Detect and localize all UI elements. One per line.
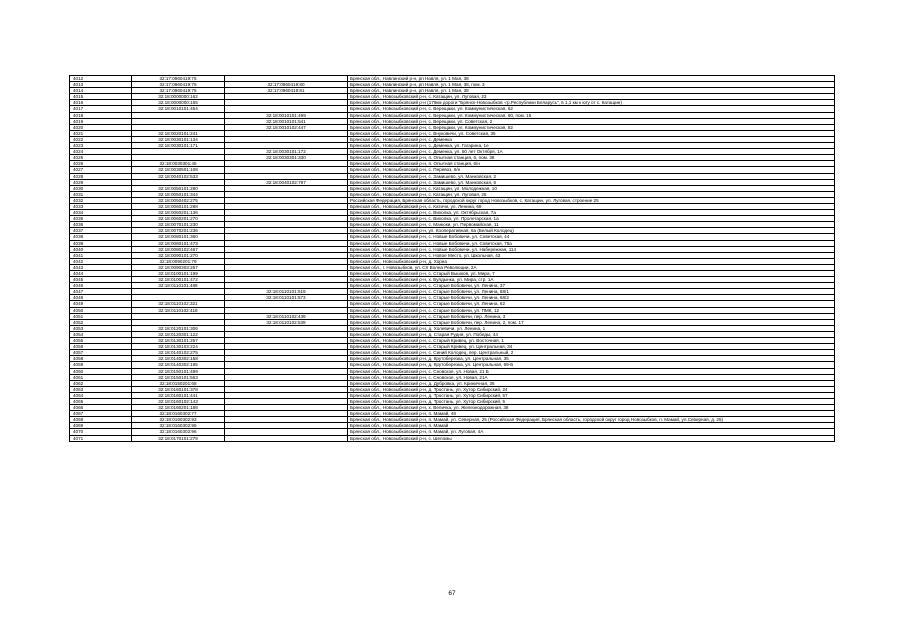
cadastral-number-cell: 32:18:0100101:199 [132,271,225,277]
row-number-cell: 4047 [70,289,132,295]
row-number-cell: 4064 [70,392,132,398]
row-number-cell: 4036 [70,222,132,228]
address-cell: Брянская обл., Новозыбковский р-н, с. Старые Бобовичи, пер. Ленина, 3 [348,313,835,319]
cadastral-number-cell: 32:18:0140302:195 [132,362,225,368]
address-cell: Брянская обл., Новозыбковский р-н, ул. Кооперативная, 6а (Белый Колодец) [348,228,835,234]
row-number-cell: 4046 [70,283,132,289]
address-cell: Брянская обл., г. Новозыбков, ул. СХ Волна Революции, 2А [348,264,835,270]
address-cell: Брянская обл., Новозыбковский р-н, с. Старый Кривец, ул. Центральная, 34 [348,344,835,350]
sub-cadastral-number-cell: 32:18:0030301:330 [225,155,348,161]
cadastral-number-cell: 32:18:0080101:473 [132,240,225,246]
row-number-cell: 4042 [70,258,132,264]
row-number-cell: 4066 [70,405,132,411]
cadastral-number-cell: 32:18:0140102:275 [132,350,225,356]
row-number-cell: 4062 [70,380,132,386]
cadastral-number-cell: 32:18:0030301:45 [132,161,225,167]
row-number-cell: 4050 [70,307,132,313]
cadastral-number-cell: 32:18:0030501:108 [132,167,225,173]
address-cell: Брянская обл., Новозыбковский р-н, п. Мамай [348,423,835,429]
address-cell: Брянская обл., Новозыбковский р-н, с. Катащин, ул. Луговая, 23 [348,94,835,100]
cadastral-number-cell: 32:18:0130101:257 [132,338,225,344]
row-number-cell: 4029 [70,179,132,185]
sub-cadastral-number-cell: 32:18:0110101:573 [225,295,348,301]
row-number-cell: 4056 [70,344,132,350]
row-number-cell: 4019 [70,118,132,124]
cadastral-number-cell: 32:18:0110101:488 [132,283,225,289]
address-cell: Брянская обл., Новозыбковский р-н, с. Сновское, ул. Новая, 21 Б [348,368,835,374]
address-cell: Брянская обл., Новозыбковский р-н, с. Новые Бобовичи, ул. Набережная, 114 [348,246,835,252]
cadastral-number-cell: 32:18:0080102:467 [132,246,225,252]
row-number-cell: 4071 [70,435,132,441]
address-cell: Брянская обл., Новозыбковский р-н, п. Мамай, ул. Северная, 25 (Российская Федерация, Брянская область, городской округ город Новозыбков, п. Мамай, ул.Северная, д. 25) [348,417,835,423]
sub-cadastral-number-cell: 32:18:0110102:439 [225,313,348,319]
address-cell: Брянская обл., Новозыбковский р-н, с. Старый Кривец, ул. Восточная, 1 [348,338,835,344]
row-number-cell: 4025 [70,155,132,161]
address-cell: Брянская обл., Навлинский р-н, рп Навля, ул. 1 Мая, 38 [348,88,835,94]
row-number-cell: 4028 [70,173,132,179]
cadastral-number-cell: 32:18:0060201:270 [132,216,225,222]
address-cell: Брянская обл., Навлинский р-н, рп Навля, ул. 1 Мая, 38 [348,76,835,82]
page-number: 67 [448,590,456,597]
address-cell: Брянская обл., Новозыбковский р-н, д. Тростань, ул. Хутор Сибирский, 57 [348,392,835,398]
row-number-cell: 4017 [70,106,132,112]
row-number-cell: 4023 [70,143,132,149]
row-number-cell: 4018 [70,112,132,118]
sub-cadastral-number-cell: 32:18:0010101:541 [225,118,348,124]
cadastral-number-cell: 32:18:0070201:236 [132,228,225,234]
row-number-cell: 4027 [70,167,132,173]
address-cell: Брянская обл., Новозыбковский р-н, с. Замишево, ул. Манковская, 6 [348,179,835,185]
cadastral-number-cell: 32:18:0050402:275 [132,197,225,203]
cadastral-number-cell: 32:18:0120301:122 [132,331,225,337]
row-number-cell: 4063 [70,386,132,392]
row-number-cell: 4051 [70,313,132,319]
cadastral-number-cell: 32:18:0110102:418 [132,307,225,313]
cadastral-number-cell: 32:18:0170101:279 [132,435,225,441]
row-number-cell: 4024 [70,149,132,155]
cadastral-number-cell: 32:18:0110102:321 [132,301,225,307]
address-cell: Брянская обл., Новозыбковский р-н, с. Новое Место, ул. Школьная, 43 [348,252,835,258]
address-cell: Брянская обл., Новозыбковский р-н, с. Новые Бобовичи, ул. Советская, 75а [348,240,835,246]
row-number-cell: 4013 [70,82,132,88]
cadastral-number-cell: 32:18:0030101:171 [132,143,225,149]
cadastral-number-cell: 32:17:0960419:75 [132,88,225,94]
row-number-cell: 4068 [70,417,132,423]
cadastral-number-cell: 32:18:0160201:188 [132,405,225,411]
cadastral-number-cell: 32:18:0090101:270 [132,252,225,258]
cadastral-number-cell: 32:18:0090201:79 [132,258,225,264]
cadastral-number-cell: 32:18:0070101:230 [132,222,225,228]
address-cell: Брянская обл., Новозыбковский р-н, с. Вихолка, ул. Пролетарская, 1а [348,216,835,222]
row-number-cell: 4054 [70,331,132,337]
address-cell: Брянская обл., Новозыбковский р-н, с. Деменка [348,136,835,142]
table-row [70,435,835,441]
property-table [69,75,835,442]
cadastral-number-cell: 32:18:0090303:267 [132,264,225,270]
address-cell: Брянская обл., Новозыбковский р-н, д. Дубровка, ул. Криничная, 36 [348,380,835,386]
row-number-cell: 4052 [70,319,132,325]
row-number-cell: 4037 [70,228,132,234]
row-number-cell: 4032 [70,197,132,203]
cadastral-number-cell: 32:18:0140302:158 [132,356,225,362]
address-cell: Брянская обл., Новозыбковский р-н, с. Перевоз, 6/н [348,167,835,173]
sub-cadastral-number-cell: 32:17:0960419:81 [225,88,348,94]
row-number-cell: 4039 [70,240,132,246]
row-number-cell: 4043 [70,264,132,270]
row-number-cell: 4067 [70,411,132,417]
address-cell: Брянская обл., Новозыбковский р-н, х. Булдынка, ул. Мира, стр. 1А [348,277,835,283]
row-number-cell: 4012 [70,76,132,82]
row-number-cell: 4033 [70,203,132,209]
cadastral-number-cell: 32:18:0160102:143 [132,398,225,404]
sub-cadastral-number-cell: 32:18:0040102:797 [225,179,348,185]
row-number-cell: 4031 [70,191,132,197]
address-cell: Брянская обл., Новозыбковский р-н, с. Деменка, ул. 50 лет Октября, 1А [348,149,835,155]
row-number-cell: 4055 [70,338,132,344]
row-number-cell: 4058 [70,356,132,362]
address-cell: Брянская обл., Новозыбковский р-н, п. Опытная станция, 6/н [348,161,835,167]
address-cell: Российская Федерация, Брянская область, городской округ город Новозыбков, с. Катащин, ул. Луговая, строение 25 [348,197,835,203]
row-number-cell: 4030 [70,185,132,191]
address-cell: Брянская обл., Новозыбковский р-н, с. Старые Бобовичи, ул. Ленина, 68/2 [348,295,835,301]
sub-cadastral-number-cell: 32:18:0030101:172 [225,149,348,155]
address-cell: Брянская обл., Новозыбковский р-н, с. Старый Вышков, ул. Мира, 7 [348,271,835,277]
row-number-cell: 4015 [70,94,132,100]
row-number-cell: 4020 [70,124,132,130]
address-cell: Брянская обл., Новозыбковский р-н, с. Внуковичи, ул. Советская, 35 [348,130,835,136]
row-number-cell: 4026 [70,161,132,167]
sub-cadastral-number-cell: 32:18:0010102:447 [225,124,348,130]
cadastral-number-cell: 32:18:0150101:563 [132,374,225,380]
address-cell: Брянская обл., Навлинский р-н, рп Навля, ул. 1 Мая, 38, пом. 3 [348,82,835,88]
address-cell: Брянская обл., Новозыбковский р-н, д. Тростань, ул. Хутор Сибирский, 24 [348,386,835,392]
address-cell: Брянская обл., Новозыбковский р-н, п. Мамай, 48 [348,411,835,417]
cadastral-number-cell: 32:18:0080101:360 [132,234,225,240]
row-number-cell: 4061 [70,374,132,380]
address-cell: Брянская обл., Новозыбковский р-н, с. Новые Бобовичи, ул. Советская, 44 [348,234,835,240]
cadastral-number-cell: 32:18:0100101:472 [132,277,225,283]
cadastral-number-cell: 32:18:0130103:224 [132,344,225,350]
address-cell: Брянская обл., Новозыбковский р-н, с. Катичи, ул. Ленина, 69 [348,203,835,209]
row-number-cell: 4053 [70,325,132,331]
row-number-cell: 4059 [70,362,132,368]
row-number-cell: 4049 [70,301,132,307]
address-cell: Брянская обл., Новозыбковский р-н, д. Крутоберезка, ул. Центральная, 69-Б [348,362,835,368]
cadastral-number-cell: 32:18:0160302:95 [132,423,225,429]
sub-cadastral-number-cell [225,435,348,441]
sub-cadastral-number-cell: 32:17:0960419:80 [225,82,348,88]
address-cell: Брянская обл., Новозыбковский р-н, п. Опытная станция, 6, пом. 38 [348,155,835,161]
row-number-cell: 4065 [70,398,132,404]
cadastral-number-cell: 32:18:0020101:241 [132,130,225,136]
cadastral-number-cell: 32:18:0000000:162 [132,94,225,100]
address-cell: Брянская обл., Новозыбковский р-н, д. Тростань, ул. Хутор Сибирский, 5 [348,398,835,404]
cadastral-number-cell: 32:18:0150201:68 [132,380,225,386]
address-cell: Брянская обл., Новозыбковский р-н, х. Величка, ул. Железнодорожная, 38 [348,405,835,411]
address-cell: Брянская обл., Новозыбковский р-н, с. Шеломы [348,435,835,441]
address-cell: Брянская обл., Новозыбковский р-н, с. Верещаки, ул. Советская, 2 [348,118,835,124]
row-number-cell: 4014 [70,88,132,94]
address-cell: Брянская обл., Новозыбковский р-н, с. Верещаки, ул. Коммунистическая, 62 [348,106,835,112]
row-number-cell: 4040 [70,246,132,252]
address-cell: Брянская обл., Новозыбковский р-н, с. Старые Бобовичи, ул. Ленина, 37 [348,283,835,289]
cadastral-number-cell: 32:18:0050101:280 [132,185,225,191]
address-cell: Брянская обл., Новозыбковский р-н, с. Старые Бобовичи, пер. Ленина, 2, пом. 17 [348,319,835,325]
table-body [70,76,835,442]
cadastral-number-cell: 32:18:0000000:165 [132,100,225,106]
row-number-cell: 4038 [70,234,132,240]
sub-cadastral-number-cell: 32:18:0010101:499 [225,112,348,118]
cadastral-number-cell: 32:18:0060201:136 [132,210,225,216]
cadastral-number-cell: 32:18:0160101:441 [132,392,225,398]
row-number-cell: 4021 [70,130,132,136]
cadastral-number-cell: 32:18:0160302:96 [132,429,225,435]
row-number-cell: 4060 [70,368,132,374]
cadastral-number-cell: 32:17:0960419:75 [132,76,225,82]
row-number-cell: 4069 [70,423,132,429]
cadastral-number-cell: 32:18:0160302:93 [132,417,225,423]
address-cell: Брянская обл., Новозыбковский р-н, с. Вихолка, ул. Октябрьская, 7а [348,210,835,216]
cadastral-number-cell: 32:18:0150101:499 [132,368,225,374]
address-cell: Брянская обл., Новозыбковский р-н, с. Верещаки, ул. Коммунистическая, 82 [348,124,835,130]
cadastral-number-cell: 32:18:0050101:344 [132,191,225,197]
address-cell: Брянская обл., Новозыбковский р-н, с. Катащин, ул. Луговая, 25 [348,191,835,197]
row-number-cell: 4045 [70,277,132,283]
address-cell: Брянская обл., Новозыбковский р-н, п. Мамай, ул. Луговая, 4А [348,429,835,435]
address-cell: Брянская обл., Новозыбковский р-н, с. Манюки, ул. Первомайская, 11 [348,222,835,228]
cadastral-number-cell: 32:18:0030101:134 [132,136,225,142]
row-number-cell: 4048 [70,295,132,301]
table-row [70,417,835,423]
address-cell: Брянская обл., Новозыбковский р-н, с. Старые Бобовичи, ул. Ленина, 68/1 [348,289,835,295]
row-number-cell: 4016 [70,100,132,106]
row-number-cell: 4041 [70,252,132,258]
cadastral-number-cell: 32:18:0060101:288 [132,203,225,209]
address-cell: Брянская обл., Новозыбковский р-н, с. Старые Бобовичи, ул. ПМК, 12 [348,307,835,313]
address-cell: Брянская обл., Новозыбковский р-н, д. Старая Рудня, ул. Победы, 44 [348,331,835,337]
address-cell: Брянская обл., Новозыбковский р-н, с. Сновское, ул. Новая, 21А [348,374,835,380]
row-number-cell: 4044 [70,271,132,277]
cadastral-number-cell: 32:18:0010101:454 [132,106,225,112]
cadastral-number-cell: 32:18:0160101:378 [132,386,225,392]
sub-cadastral-number-cell: 32:18:0110102:539 [225,319,348,325]
cadastral-number-cell: 32:17:0960419:75 [132,82,225,88]
cadastral-number-cell: 32:18:0120101:306 [132,325,225,331]
address-cell: Брянская обл., Новозыбковский р-н, с. Синий Колодец, пер. Центральный, 2 [348,350,835,356]
row-number-cell: 4022 [70,136,132,142]
row-number-cell: 4035 [70,216,132,222]
address-cell: Брянская обл., Новозыбковский р-н, с. Катащин, ул. Молодежная, 10 [348,185,835,191]
address-cell: Брянская обл., Новозыбковский р-н (179км дороги "Брянск-Новозыбков -гр.Республики Беларусь", в 1,1 км к югу от с. Катащин) [348,100,835,106]
row-number-cell: 4070 [70,429,132,435]
address-cell: Брянская обл., Новозыбковский р-н, с. Замишево, ул. Манковская, 2 [348,173,835,179]
address-cell: Брянская обл., Новозыбковский р-н, с. Старые Бобовичи, ул. Ленина, 62 [348,301,835,307]
address-cell: Брянская обл., Новозыбковский р-н, д. Хорна [348,258,835,264]
row-number-cell: 4034 [70,210,132,216]
address-cell: Брянская обл., Новозыбковский р-н, д. Крутоберезка, ул. Центральная, 35 [348,356,835,362]
address-cell: Брянская обл., Новозыбковский р-н, с. Деменка, ул. Гагарина, 1е [348,143,835,149]
cadastral-number-cell: 32:18:0160302:77 [132,411,225,417]
address-cell: Брянская обл., Новозыбковский р-н, с. Верещаки, ул. Коммунистическая, 60, пом. 15 [348,112,835,118]
row-number-cell: 4057 [70,350,132,356]
sub-cadastral-number-cell: 32:18:0110101:519 [225,289,348,295]
address-cell: Брянская обл., Новозыбковский р-н, д. Холевичи, ул. Ленина, 1 [348,325,835,331]
cadastral-number-cell: 32:18:0040102:533 [132,173,225,179]
